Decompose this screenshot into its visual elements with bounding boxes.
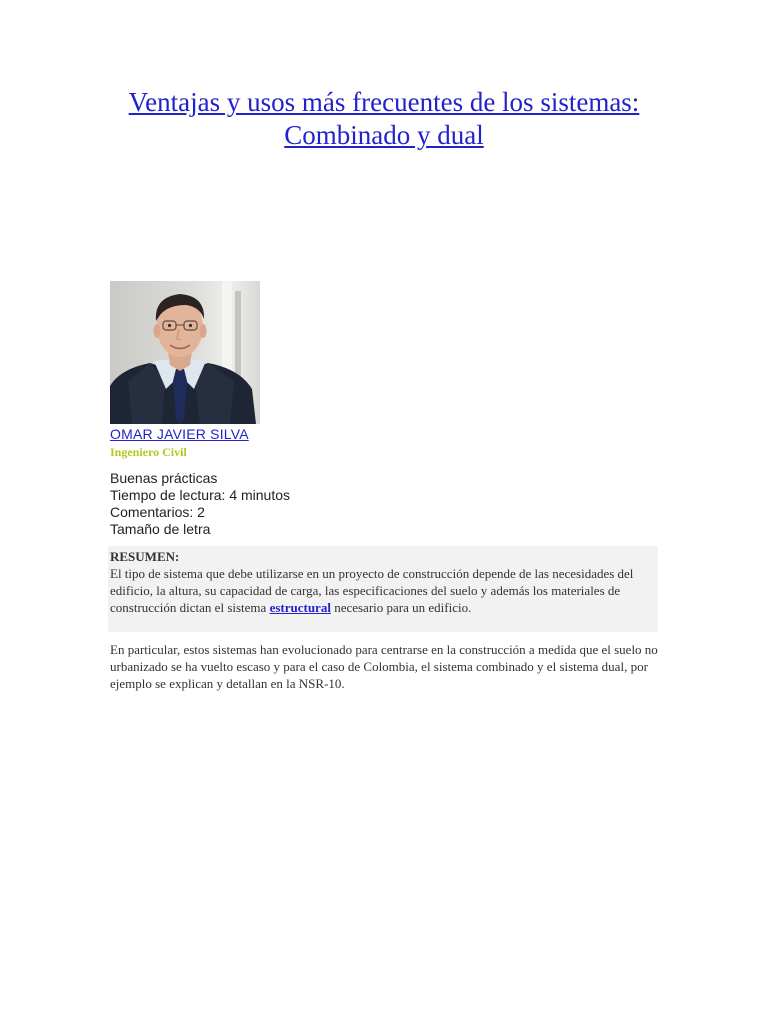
font-size-control[interactable]: Tamaño de letra xyxy=(110,521,211,537)
author-photo xyxy=(110,281,260,424)
article-meta xyxy=(110,470,290,538)
summary-text-end: necesario para un edificio. xyxy=(330,600,472,615)
summary-box xyxy=(108,546,658,632)
comments-count: Comentarios: 2 xyxy=(110,504,205,520)
reading-time: Tiempo de lectura: 4 minutos xyxy=(110,487,291,503)
body-paragraph: En particular, estos sistemas han evolucionado para centrarse en la construcción a medida que el suelo no urbanizado se ha vuelto escaso y para el caso de Colombia, el sistema combinado y el sistema dual, por ejemplo se explican y detallan en la NSR-10. xyxy=(110,642,658,691)
category-label: Buenas prácticas xyxy=(110,470,218,486)
page-title xyxy=(100,86,668,152)
estructural-link[interactable]: estructural xyxy=(269,600,331,615)
author-name-link[interactable]: OMAR JAVIER SILVA xyxy=(110,426,249,442)
summary-label: RESUMEN: xyxy=(110,549,180,564)
article-title-link[interactable]: Ventajas y usos más frecuentes de los sistemas: Combinado y dual xyxy=(128,87,640,150)
summary-text-start: El tipo de sistema que debe utilizarse en un proyecto de construcción depende de las necesidades del edificio, la altura, su capacidad de carga, las especificaciones del suelo y además los materiales de construcción dictan el sistema xyxy=(110,566,634,615)
author-role: Ingeniero Civil xyxy=(110,445,187,459)
